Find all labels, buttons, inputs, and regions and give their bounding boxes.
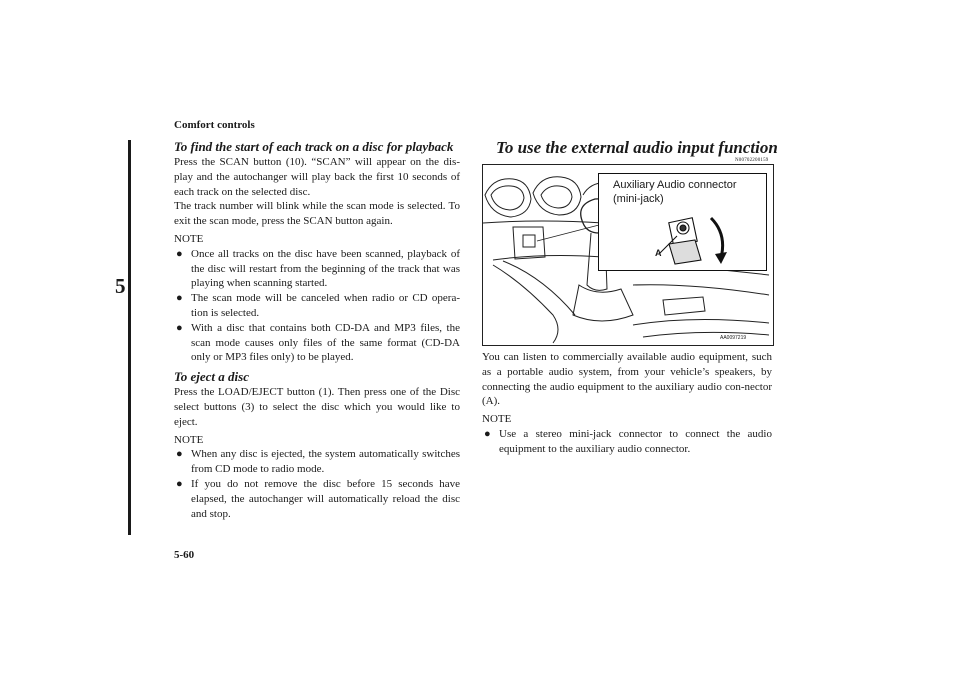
scan-paragraph-2: The track number will blink while the scan mode is selected. To exit the scan mode, press the SCAN button again. [174, 200, 460, 228]
chapter-tab-number: 5 [115, 274, 126, 298]
eject-note-list [174, 447, 460, 521]
connector-label-line-2: (mini-jack) [613, 193, 664, 205]
aux-note-label: NOTE [482, 413, 512, 426]
right-column-text [482, 350, 772, 457]
scan-note-item: ● Once all tracks on the disc have been scanned, playback of the disc will restart from the beginning of the track that was playing when scanning started. [174, 247, 460, 291]
figure-code: AA0097219 [720, 335, 747, 341]
eject-note-item: ● If you do not remove the disc before 15 seconds have elapsed, the autochanger will automatically reload the disc and stop. [174, 477, 460, 521]
chapter-side-bar [128, 140, 131, 535]
scan-heading: To find the start of each track on a disc for playback [174, 139, 454, 154]
eject-heading: To eject a disc [174, 369, 249, 385]
eject-note-item: ● When any disc is ejected, the system automatically switches from CD mode to radio mode. [174, 447, 460, 477]
scan-note-item: ● With a disc that contains both CD-DA and MP3 files, the scan mode causes only files of the same format (CD-DA only or MP3 files only) to be played. [174, 321, 460, 365]
scan-note-item: ● The scan mode will be canceled when radio or CD opera-tion is selected. [174, 291, 460, 321]
scan-note-label: NOTE [174, 232, 204, 245]
page-number: 5-60 [174, 549, 195, 561]
connector-label [613, 178, 737, 206]
eject-paragraph: Press the LOAD/EJECT button (1). Then press one of the Disc select buttons (3) to select the disc which you would like to eject. [174, 386, 460, 428]
scan-paragraph-1: Press the SCAN button (10). “SCAN” will appear on the dis-play and the autochanger will play back the first 10 seconds of each track on the selected disc. [174, 156, 460, 198]
marker-a: A [655, 248, 662, 258]
left-column [174, 139, 460, 521]
aux-paragraph: You can listen to commercially available audio equipment, such as a portable audio system, from your vehicle’s speakers, by connecting the audio equipment to the auxiliary audio con-nector (A). [482, 351, 772, 408]
running-header: Comfort controls [174, 119, 255, 131]
aux-note-item: ● Use a stereo mini-jack connector to connect the audio equipment to the auxiliary audio connector. [482, 427, 772, 457]
section-code: N00702200159 [735, 158, 769, 163]
eject-note-label: NOTE [174, 433, 204, 446]
section-title: To use the external audio input function [496, 138, 778, 157]
aux-note-list [482, 427, 772, 457]
scan-note-list [174, 247, 460, 365]
connector-label-line-1: Auxiliary Audio connector [613, 179, 737, 191]
